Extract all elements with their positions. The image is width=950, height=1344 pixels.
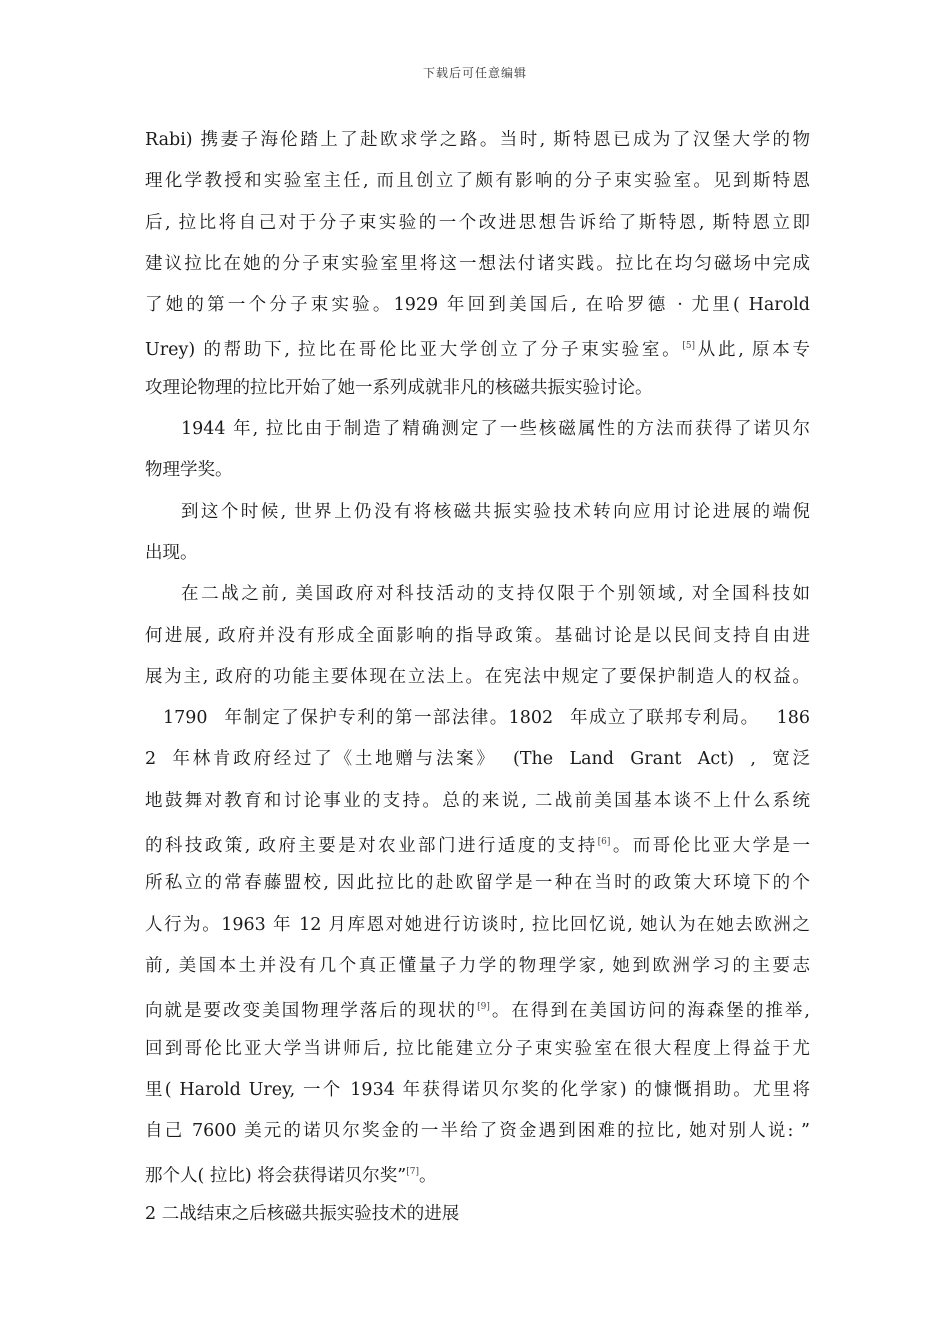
text-line xyxy=(145,905,810,946)
line-text: 的科技政策, 政府主要是对农业部门进行适度的支持 xyxy=(145,836,598,857)
line-text: Rabi) 携妻子海伦踏上了赴欧求学之路。当时, 斯特恩已成为了汉堡大学的物 xyxy=(145,130,810,150)
section-heading: 2 二战结束之后核磁共振实验技术的进展 xyxy=(145,1203,460,1224)
line-text: 里( Harold Urey, 一个 1934 年获得诺贝尔奖的化学家) 的慷慨捐助。尤里将 xyxy=(145,1079,810,1100)
text-line xyxy=(145,285,810,326)
citation-ref: [9] xyxy=(477,1002,490,1013)
line-text: 后, 拉比将自己对于分子束实验的一个改进思想告诉给了斯特恩, 斯特恩立即 xyxy=(145,212,810,233)
citation-ref: [5] xyxy=(682,341,696,352)
page-header: 下载后可任意编辑 xyxy=(422,66,527,80)
line-text: 回到哥伦比亚大学当讲师后, 拉比能建立分子束实验室在很大程度上得益于尤 xyxy=(145,1038,810,1059)
text-line xyxy=(145,657,810,698)
line-text: 1790 年制定了保护专利的第一部法律。1802 年成立了联邦专利局。 186 xyxy=(163,708,810,729)
line-text: 前, 美国本土并没有几个真正懂量子力学的物理学家, 她到欧洲学习的主要志 xyxy=(145,955,810,976)
line-text: 物理学奖。 xyxy=(145,460,233,481)
line-text: 地鼓舞对教育和讨论事业的支持。总的来说, 二战前美国基本谈不上什么系统 xyxy=(145,790,810,811)
line-text: 理化学教授和实验室主任, 而且创立了颇有影响的分子束实验室。见到斯特恩 xyxy=(145,171,810,192)
text-line xyxy=(145,161,810,202)
text-line xyxy=(145,1029,810,1070)
line-text-after-citation: 。而哥伦比亚大学是一 xyxy=(610,836,811,857)
line-text: 攻理论物理的拉比开始了她一系列成就非凡的核磁共振实验讨论。 xyxy=(145,377,653,398)
line-text: 那个人( 拉比) 将会获得诺贝尔奖” xyxy=(145,1166,407,1187)
line-text-after-citation: 。 xyxy=(418,1166,437,1187)
line-text: Urey) 的帮助下, 拉比在哥伦比亚大学创立了分子束实验室。 xyxy=(145,340,683,361)
line-text: 展为主, 政府的功能主要体现在立法上。在宪法中规定了要保护制造人的权益。 xyxy=(145,666,810,687)
text-line xyxy=(145,863,810,904)
text-line xyxy=(145,739,810,780)
text-line xyxy=(145,203,810,244)
text-line xyxy=(145,781,810,822)
citation-ref: [6] xyxy=(597,837,611,848)
citation-ref: [7] xyxy=(406,1167,419,1178)
text-line xyxy=(145,492,810,533)
text-line xyxy=(145,616,810,657)
line-text: 到这个时候, 世界上仍没有将核磁共振实验技术转向应用讨论进展的端倪 xyxy=(181,501,810,522)
line-text: 建议拉比在她的分子束实验室里将这一想法付诸实践。拉比在均匀磁场中完成 xyxy=(145,253,810,274)
text-line xyxy=(145,574,810,615)
text-line xyxy=(145,1152,810,1193)
line-text: 向就是要改变美国物理学落后的现状的 xyxy=(145,1001,478,1022)
text-line xyxy=(145,244,810,285)
line-text: 人行为。1963 年 12 月库恩对她进行访谈时, 拉比回忆说, 她认为在她去欧洲之 xyxy=(145,914,810,935)
document-body xyxy=(145,120,810,1235)
text-line xyxy=(145,326,810,367)
text-line xyxy=(145,409,810,450)
line-text: 2 年林肯政府经过了《土地赠与法案》 (The Land Grant Act) , 宽泛 xyxy=(145,749,810,770)
line-text: 何进展, 政府并没有形成全面影响的指导政策。基础讨论是以民间支持自由进 xyxy=(145,625,810,646)
text-line xyxy=(145,946,810,987)
text-line xyxy=(145,533,810,574)
line-text: 自己 7600 美元的诺贝尔奖金的一半给了资金遇到困难的拉比, 她对别人说: ” xyxy=(145,1121,810,1142)
text-line xyxy=(145,822,810,863)
text-line xyxy=(145,1070,810,1111)
text-line xyxy=(145,450,810,491)
line-text: 出现。 xyxy=(145,542,198,563)
line-text: 1944 年, 拉比由于制造了精确测定了一些核磁属性的方法而获得了诺贝尔 xyxy=(181,419,810,440)
text-line xyxy=(145,1111,810,1152)
text-line xyxy=(145,987,810,1028)
line-text: 了她的第一个分子束实验。1929 年回到美国后, 在哈罗德 · 尤里( Harold xyxy=(145,295,810,316)
line-text-after-citation: 。在得到在美国访问的海森堡的推举, xyxy=(489,1001,810,1022)
line-text: 所私立的常春藤盟校, 因此拉比的赴欧留学是一种在当时的政策大环境下的个 xyxy=(145,873,810,894)
line-text-after-citation: 从此, 原本专 xyxy=(695,340,810,361)
line-text: 在二战之前, 美国政府对科技活动的支持仅限于个别领域, 对全国科技如 xyxy=(181,584,810,605)
text-line xyxy=(145,698,810,739)
text-line xyxy=(145,368,810,409)
text-line xyxy=(145,120,810,161)
